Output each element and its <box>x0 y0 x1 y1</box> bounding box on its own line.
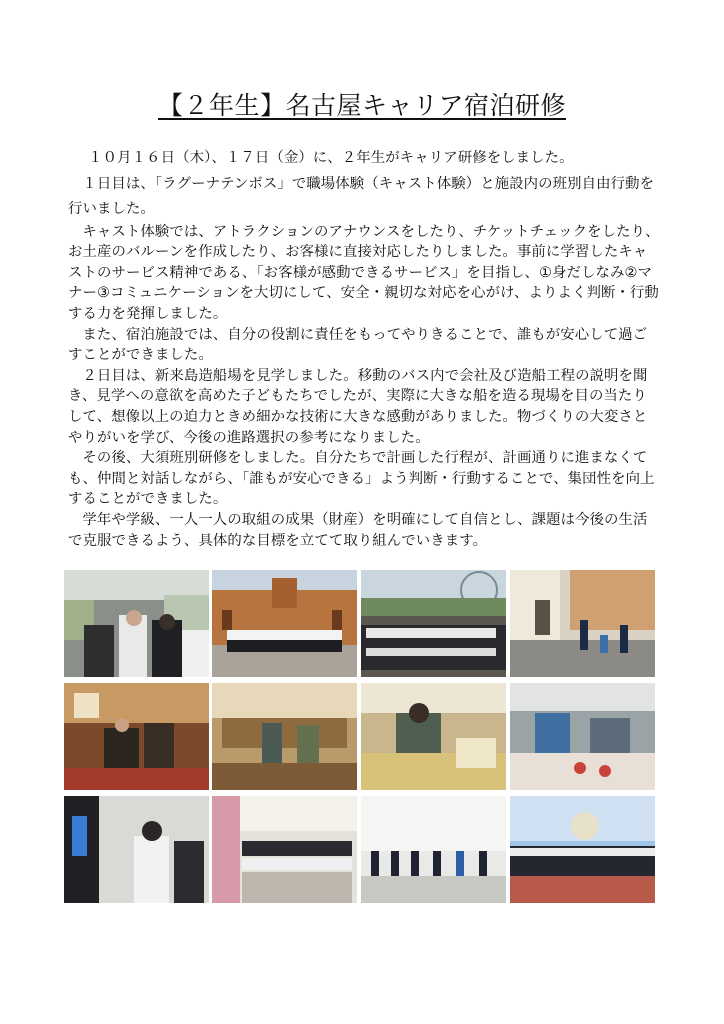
kitchen-staff-photo <box>510 683 655 790</box>
students-walking-photo <box>361 796 506 903</box>
page-title <box>0 88 724 124</box>
paragraph-lodging: また、宿泊施設では、自分の役割に責任をもってやりきることで、誰もが安心して過ごすことができました。 <box>68 326 648 364</box>
page-title-text: 【２年生】名古屋キャリア宿泊研修 <box>157 91 566 120</box>
paragraph-dates: １０月１６日（木）、１７日（金）に、２年生がキャリア研修をしました。 <box>88 150 574 166</box>
students-seated-outdoor-photo <box>361 570 506 677</box>
paragraph-day-two: ２日目は、新来島造船場を見学しました。移動のバス内で会社及び造船工程の説明を聞き、見学への意欲を高めた子どもたちでしたが、実際に大きな船を造る現場を目の当たりして、想像以上の迫力ときめ細かな技術に大きな感動がありました。物づくりの大変さとやりがいを学び、今後の進路選択の参考になりました。 <box>68 367 648 446</box>
photo-grid <box>64 570 656 904</box>
store-interior-photo <box>212 683 357 790</box>
paragraph-day-one: １日目は、「ラグーナテンボス」で職場体験（キャスト体験）と施設内の班別自由行動を行いました。 <box>68 175 655 217</box>
building-courtyard-photo <box>510 570 655 677</box>
attraction-booth-photo <box>64 796 209 903</box>
shipyard-group-photo <box>510 796 655 903</box>
park-entrance-group-photo <box>212 570 357 677</box>
paragraph-conclusion: 学年や学級、一人一人の取組の成果（財産）を明確にして自信とし、課題は今後の生活で克服できるよう、具体的な目標を立てて取り組んでいきます。 <box>68 511 648 549</box>
paragraph-cast-experience: キャスト体験では、アトラクションのアナウンスをしたり、チケットチェックをしたり、お土産のバルーンを作成したり、お客様に直接対応したりしました。事前に学習したキャストのサービス精神である、「お客様が感動できるサービス」を目指し、①身だしなみ②マナー③コミュニケーションを大切にして、安全・親切な対応を心がけ、よりよく判断・行動する力を発揮しました。 <box>68 223 660 322</box>
paragraph-osu: その後、大須班別研修をしました。自分たちで計画した行程が、計画通りに進まなくても、仲間と対話しながら、「誰もが安心できる」よう判断・行動することで、集団性を向上することができました。 <box>68 450 655 508</box>
bus-interior-photo <box>64 570 209 677</box>
dining-hall-photo <box>212 796 357 903</box>
shop-counter-photo <box>64 683 209 790</box>
article-body <box>68 148 660 551</box>
cashier-student-photo <box>361 683 506 790</box>
